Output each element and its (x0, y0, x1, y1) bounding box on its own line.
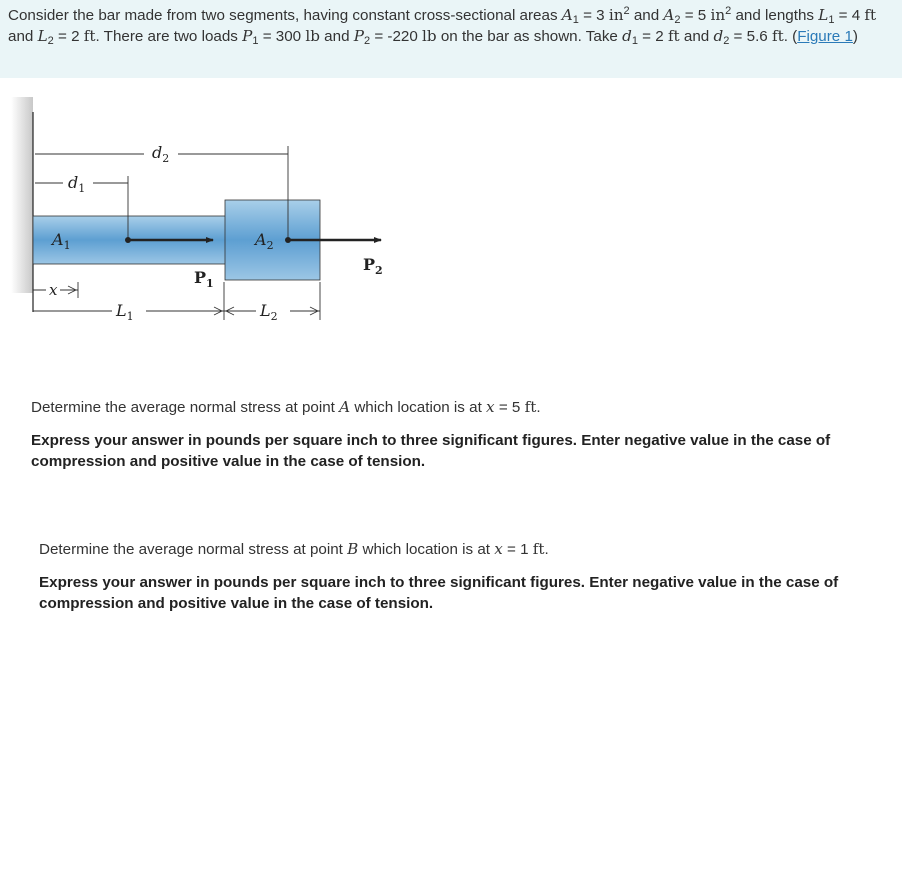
question-2 (39, 538, 894, 614)
figure-link[interactable]: Figure 1 (797, 28, 853, 45)
question-1-statement: Determine the average normal stress at point A which location is at x = 5 ft. (31, 398, 541, 416)
x-label: x (49, 281, 58, 299)
p1-label: $P_1$ (194, 268, 214, 290)
a2-label: $A_2$ (255, 230, 274, 252)
d1-label: $d_1$ (68, 173, 86, 195)
p2-label: $P_2$ (363, 255, 383, 277)
a1-label: $A_1$ (52, 230, 71, 252)
problem-statement: Consider the bar made from two segments, having constant cross-sectional areas $A_1 = 3$ $in^2$ and $A_2 = 5$ $in^2$ and lengths $L_1 = 4$ ft and $L_2 = 2$ ft. There are two loads $P_1 = 300$ lb and $P_2 = -220$ lb on the bar as shown. Take $d_1 = 2$ ft and $d_2 = 5.6$ ft. (Figure 1) (0, 0, 902, 78)
question-1-instruction: Express your answer in pounds per square inch to three significant figures. Enter negative value in the case of compression and positive value in the case of tension. (31, 432, 831, 470)
question-1 (31, 396, 886, 472)
l2-label: $L_2$ (260, 301, 278, 323)
l1-label: $L_1$ (116, 301, 134, 323)
question-2-statement: Determine the average normal stress at point B which location is at x = 1 ft. (39, 540, 549, 558)
wall (11, 97, 33, 293)
d2-label: $d_2$ (152, 143, 170, 165)
question-2-instruction: Express your answer in pounds per square inch to three significant figures. Enter negative value in the case of compression and positive value in the case of tension. (39, 574, 839, 612)
bar-figure (8, 92, 408, 332)
